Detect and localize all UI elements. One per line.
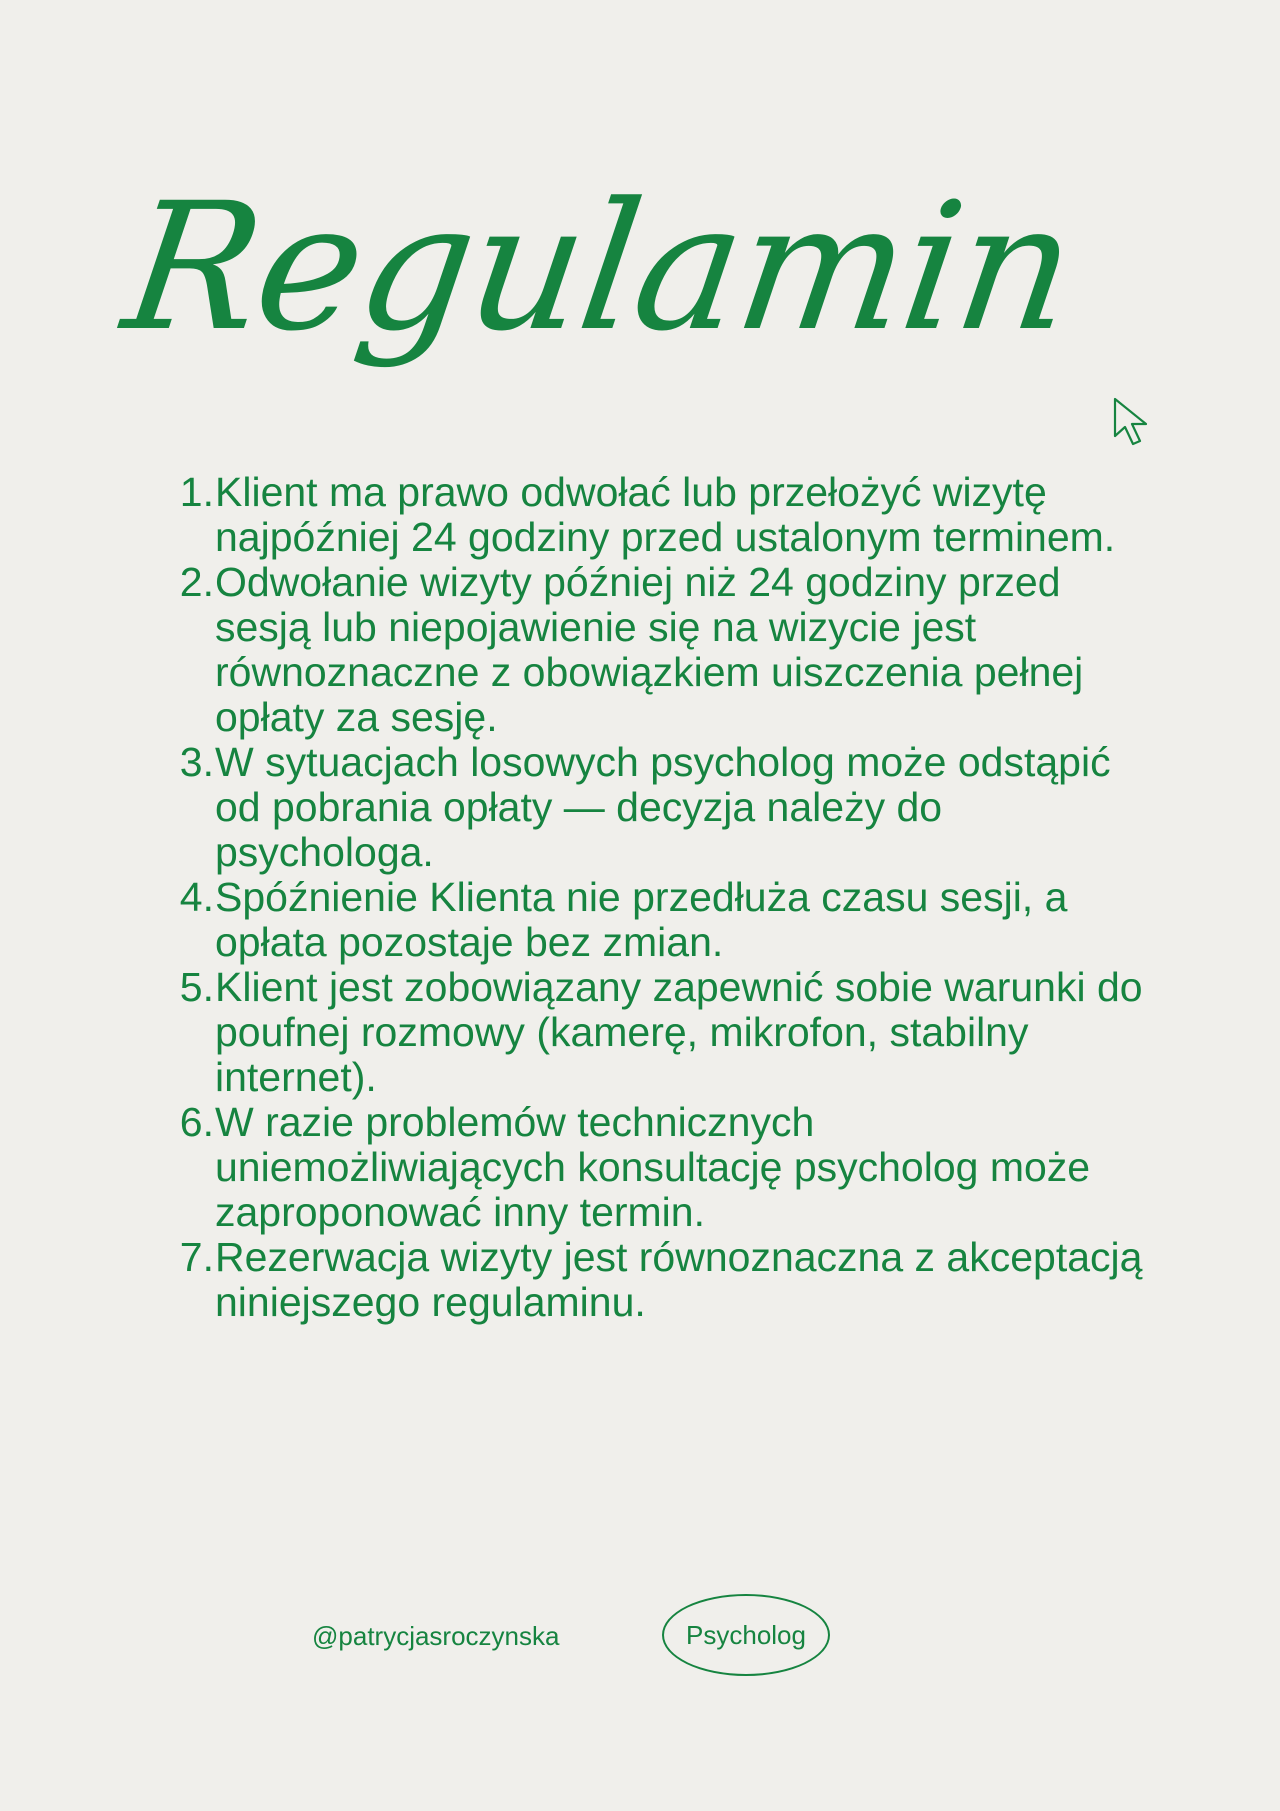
rule-number: 6. [179,1099,214,1145]
rule-item [170,965,1160,1100]
rule-text: Rezerwacja wizyty jest równoznaczna z akceptacją niniejszego regulaminu. [215,1234,1143,1325]
rule-text: Spóźnienie Klienta nie przedłuża czasu sesji, a opłata pozostaje bez zmian. [215,874,1068,965]
rule-text: Klient jest zobowiązany zapewnić sobie warunki do poufnej rozmowy (kamerę, mikrofon, stabilny internet). [215,964,1143,1100]
rule-number: 4. [179,874,214,920]
rules-list [170,470,1160,1325]
rule-item [170,875,1160,965]
rule-item [170,560,1160,740]
rule-number: 1. [179,469,214,515]
rule-text: Odwołanie wizyty później niż 24 godziny przed sesją lub niepojawienie się na wizycie jest równoznaczne z obowiązkiem uiszczenia pełnej opłaty za sesję. [215,559,1084,740]
rule-item [170,740,1160,875]
rule-item [170,1235,1160,1325]
rule-text: Klient ma prawo odwołać lub przełożyć wizytę najpóźniej 24 godziny przed ustalonym terminem. [215,469,1116,560]
rule-text: W sytuacjach losowych psycholog może odstąpić od pobrania opłaty — decyzja należy do psychologa. [215,739,1111,875]
social-handle: @patrycjasroczynska [312,1621,560,1651]
badge-label: Psycholog [686,1619,806,1650]
rule-number: 2. [179,559,214,605]
profession-badge [662,1594,830,1676]
cursor-arrow-icon [1112,396,1154,448]
page-title: Regulamin [113,165,1085,370]
rule-item [170,470,1160,560]
rule-number: 7. [179,1234,214,1280]
rule-item [170,1100,1160,1235]
rule-number: 3. [179,739,214,785]
rule-text: W razie problemów technicznych uniemożliwiających konsultację psycholog może zaproponować inny termin. [215,1099,1091,1235]
rule-number: 5. [179,964,214,1010]
